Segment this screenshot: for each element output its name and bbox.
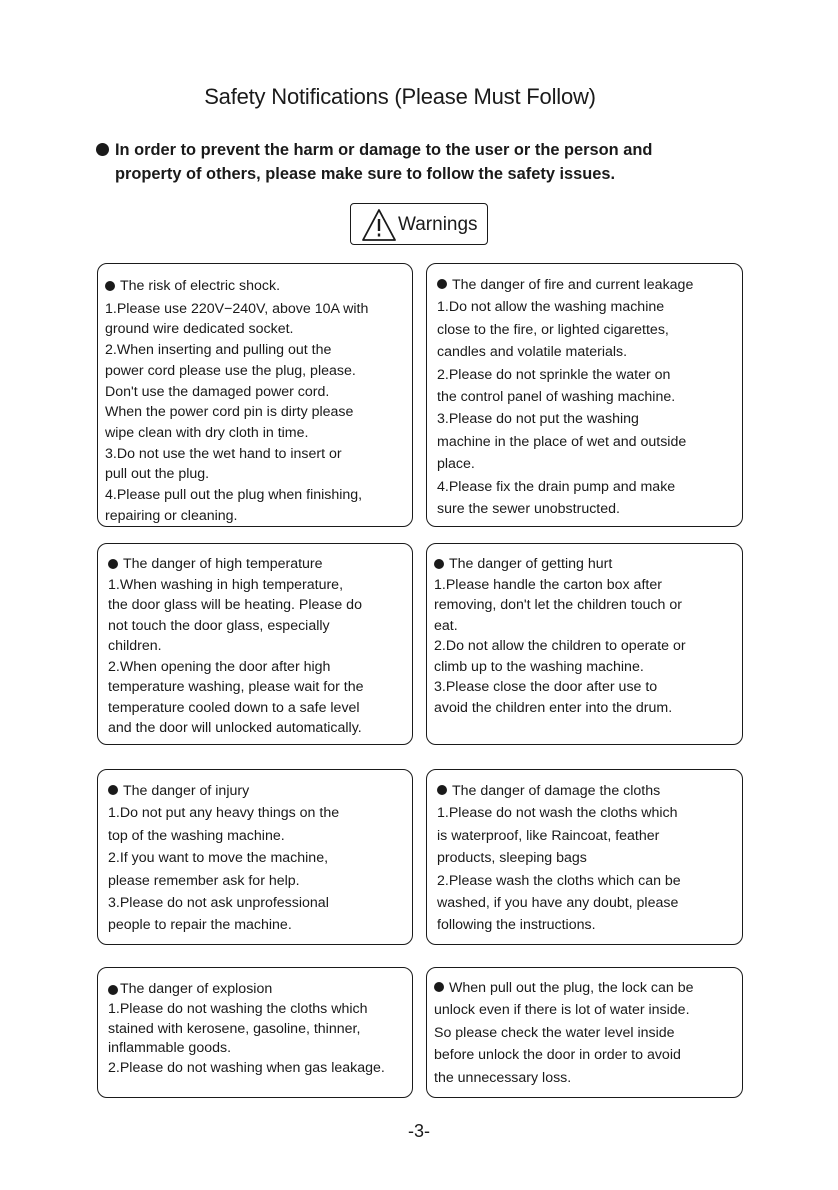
bullet-icon <box>96 143 109 156</box>
box-line: 4.Please pull out the plug when finishing, <box>105 487 363 504</box>
box-line: before unlock the door in order to avoid <box>434 1047 681 1064</box>
box-pull-plug <box>426 967 743 1098</box>
box-line: climb up to the washing machine. <box>434 658 644 675</box>
box-line: people to repair the machine. <box>108 917 292 934</box>
warnings-label: Warnings <box>398 214 478 235</box>
box-heading-text: The risk of electric shock. <box>120 278 281 294</box>
box-line: candles and volatile materials. <box>437 344 628 361</box>
box-heading <box>434 977 742 999</box>
box-heading-text: The danger of high temperature <box>123 556 323 572</box>
bullet-icon <box>434 559 444 569</box>
box-heading-text: The danger of explosion <box>120 981 273 997</box>
box-line: 3.Do not use the wet hand to insert or <box>105 445 342 462</box>
bullet-icon <box>434 982 444 992</box>
box-line: 1.Do not allow the washing machine <box>437 299 665 316</box>
warnings-label-box <box>350 203 488 245</box>
bullet-icon <box>108 785 118 795</box>
box-heading <box>108 980 412 1000</box>
box-heading <box>108 780 412 802</box>
box-line: top of the washing machine. <box>108 827 285 844</box>
box-line: 3.Please do not put the washing <box>437 411 639 428</box>
box-line: is waterproof, like Raincoat, feather <box>437 827 660 844</box>
box-electric-shock <box>97 263 413 527</box>
box-line: temperature cooled down to a safe level <box>108 699 360 716</box>
box-line: Don't use the damaged power cord. <box>105 383 330 400</box>
box-line: temperature washing, please wait for the <box>108 679 364 695</box>
box-high-temperature <box>97 543 413 745</box>
box-line: When the power cord pin is dirty please <box>105 404 354 421</box>
box-line: 1.Do not put any heavy things on the <box>108 805 340 822</box>
box-getting-hurt <box>426 543 743 745</box>
box-line: unlock even if there is lot of water inside. <box>434 1002 690 1019</box>
box-line: following the instructions. <box>437 917 596 934</box>
intro-line-1: In order to prevent the harm or damage to the user or the person and <box>115 141 653 159</box>
intro-line-2: property of others, please make sure to follow the safety issues. <box>115 164 616 183</box>
box-line: 2.When inserting and pulling out the <box>105 342 332 359</box>
box-line: 1.Please handle the carton box after <box>434 576 662 593</box>
box-heading <box>437 780 742 802</box>
box-line: products, sleeping bags <box>437 850 587 867</box>
page-title: Safety Notifications (Please Must Follow) <box>204 84 596 109</box>
box-line: close to the fire, or lighted cigarettes, <box>437 321 669 338</box>
bullet-icon <box>108 985 118 995</box>
bullet-icon <box>108 559 118 569</box>
box-line: eat. <box>434 617 458 634</box>
bullet-icon <box>105 281 115 291</box>
box-line: 1.When washing in high temperature, <box>108 576 344 593</box>
warning-triangle-icon <box>361 208 397 242</box>
box-line: 2.Please do not washing when gas leakage. <box>108 1060 385 1077</box>
box-line: 2.Do not allow the children to operate or <box>434 638 686 654</box>
box-heading-text: The danger of getting hurt <box>449 556 613 572</box>
box-line: removing, don't let the children touch or <box>434 597 682 613</box>
box-heading <box>434 554 742 575</box>
box-line: 2.Please wash the cloths which can be <box>437 872 681 889</box>
box-line: repairing or cleaning. <box>105 507 238 524</box>
box-heading <box>437 274 742 296</box>
box-heading <box>108 554 412 575</box>
box-line: the door glass will be heating. Please do <box>108 597 362 613</box>
box-injury <box>97 769 413 945</box>
box-line: inflammable goods. <box>108 1040 232 1057</box>
box-line: 3.Please close the door after use to <box>434 679 658 695</box>
box-heading-text: When pull out the plug, the lock can be <box>449 980 694 996</box>
box-line: the control panel of washing machine. <box>437 389 676 406</box>
box-heading-text: The danger of injury <box>123 783 250 799</box>
box-line: washed, if you have any doubt, please <box>437 895 679 912</box>
box-heading-text: The danger of damage the cloths <box>452 783 661 799</box>
box-explosion <box>97 967 413 1098</box>
box-line: machine in the place of wet and outside <box>437 433 687 450</box>
box-line: 2.If you want to move the machine, <box>108 850 329 867</box>
box-line: not touch the door glass, especially <box>108 617 330 634</box>
intro-paragraph <box>96 139 756 186</box>
bullet-icon <box>437 785 447 795</box>
box-line: pull out the plug. <box>105 466 210 483</box>
bullet-icon <box>437 279 447 289</box>
box-heading <box>105 276 412 297</box>
box-line: avoid the children enter into the drum. <box>434 699 673 716</box>
box-line: sure the sewer unobstructed. <box>437 501 620 518</box>
box-damage-cloths <box>426 769 743 945</box>
box-line: wipe clean with dry cloth in time. <box>105 424 309 441</box>
box-line: place. <box>437 456 475 473</box>
box-line: ground wire dedicated socket. <box>105 321 294 338</box>
page-number: -3- <box>408 1121 430 1141</box>
box-fire-leakage <box>426 263 743 527</box>
box-line: 1.Please use 220V−240V, above 10A with <box>105 300 369 317</box>
box-line: the unnecessary loss. <box>434 1069 572 1086</box>
box-line: 3.Please do not ask unprofessional <box>108 895 329 912</box>
box-line: 4.Please fix the drain pump and make <box>437 478 676 495</box>
box-heading-text: The danger of fire and current leakage <box>452 277 694 293</box>
box-line: 2.When opening the door after high <box>108 658 331 675</box>
box-line: please remember ask for help. <box>108 872 300 889</box>
box-line: stained with kerosene, gasoline, thinner, <box>108 1020 361 1037</box>
box-line: 2.Please do not sprinkle the water on <box>437 366 671 383</box>
box-line: So please check the water level inside <box>434 1024 675 1041</box>
box-line: 1.Please do not washing the cloths which <box>108 1000 368 1017</box>
box-line: 1.Please do not wash the cloths which <box>437 805 678 822</box>
box-line: children. <box>108 638 162 654</box>
box-line: and the door will unlocked automatically. <box>108 720 362 736</box>
box-line: power cord please use the plug, please. <box>105 362 356 379</box>
